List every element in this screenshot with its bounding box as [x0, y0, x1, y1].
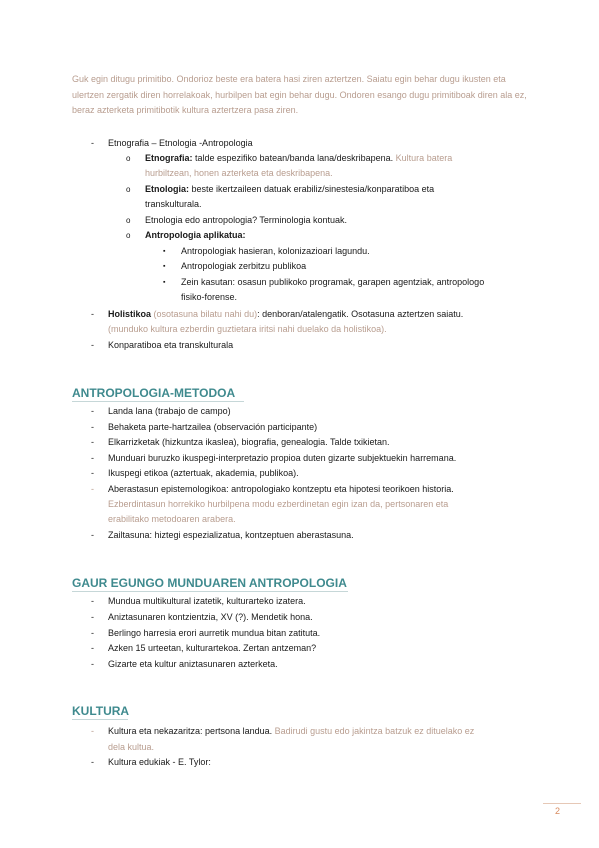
- list-item: Etnologia edo antropologia? Terminologia kontuak.: [145, 215, 347, 225]
- list-item: Konparatiboa eta transkulturala: [108, 340, 234, 350]
- list-item: Antropologiak zerbitzu publikoa: [181, 261, 307, 271]
- dash-marker: -: [91, 628, 94, 638]
- list-item-continuation: Ezberdintasun horrekiko hurbilpena modu ezberdinetan egin izan da, pertsonaren eta: [108, 499, 449, 509]
- list-item: Kultura edukiak - E. Tylor:: [108, 757, 211, 767]
- dash-marker: -: [91, 453, 94, 463]
- dash-marker: -: [91, 309, 94, 319]
- list-item: Mundua multikultural izatetik, kulturarteko izatera.: [108, 596, 306, 606]
- circle-marker: o: [126, 185, 131, 194]
- list-item: Etnologia: beste ikertzaileen datuak erabiliz/sinestesia/konparatiboa eta: [145, 184, 435, 194]
- heading-underline: [72, 719, 128, 720]
- square-marker: ▪: [163, 248, 166, 255]
- dash-marker: -: [91, 340, 94, 350]
- list-item: Landa lana (trabajo de campo): [108, 406, 231, 416]
- list-item: Gizarte eta kultur aniztasunaren azterketa.: [108, 659, 278, 669]
- dash-marker: -: [91, 659, 94, 669]
- dash-marker: -: [91, 138, 94, 148]
- list-item: Azken 15 urteetan, kulturartekoa. Zertan antzeman?: [108, 643, 317, 653]
- list-item: Aberastasun epistemologikoa: antropologiako kontzeptu eta hipotesi teorikoen historia.: [108, 484, 454, 494]
- list-item-continuation: fisiko-forense.: [181, 292, 238, 302]
- section-heading: KULTURA: [72, 704, 130, 718]
- section-heading: GAUR EGUNGO MUNDUAREN ANTROPOLOGIA: [72, 576, 347, 590]
- square-marker: ▪: [163, 263, 166, 270]
- list-item: Elkarrizketak (hizkuntza ikaslea), biografia, genealogia. Talde txikietan.: [108, 437, 390, 447]
- list-item: Aniztasunaren kontzientzia, XV (?). Mendetik hona.: [108, 612, 313, 622]
- dash-marker: -: [91, 726, 94, 736]
- heading-underline: [72, 591, 348, 592]
- list-item: Etnografia – Etnologia -Antropologia: [108, 138, 253, 148]
- dash-marker: -: [91, 422, 94, 432]
- list-item-continuation: dela kultua.: [108, 742, 155, 752]
- dash-marker: -: [91, 643, 94, 653]
- list-item-continuation: transkulturala.: [145, 199, 202, 209]
- heading-underline: [72, 401, 244, 402]
- section-heading: ANTROPOLOGIA-METODOA: [72, 386, 236, 400]
- list-item: Antropologia aplikatua:: [145, 230, 246, 240]
- dash-marker: -: [91, 468, 94, 478]
- dash-marker: -: [91, 757, 94, 767]
- list-item: Behaketa parte-hartzailea (observación participante): [108, 422, 318, 432]
- list-item: Zailtasuna: hiztegi espezializatua, kontzeptuen aberastasuna.: [108, 530, 354, 540]
- list-item: Zein kasutan: osasun publikoko programak, garapen agentziak, antropologo: [181, 277, 485, 287]
- circle-marker: o: [126, 231, 131, 240]
- dash-marker: -: [91, 437, 94, 447]
- list-item-continuation: hurbiltzean, honen azterketa eta deskribapena.: [145, 168, 333, 178]
- circle-marker: o: [126, 216, 131, 225]
- dash-marker: -: [91, 406, 94, 416]
- dash-marker: -: [91, 484, 94, 494]
- footer-rule: [543, 803, 581, 804]
- page-number: 2: [555, 806, 561, 816]
- list-item: Munduari buruzko ikuspegi-interpretazio propioa duten gizarte subjektuekin harremana.: [108, 453, 457, 463]
- intro-paragraph: Guk egin ditugu primitibo. Ondorioz beste era batera hasi ziren aztertzen. Saiatu egin behar dugu ikusten eta ulertzen zergatik diren horrelakoak, hurbilpen bat egin behar dugu. Ondoren esango dugu primitiboak diren ala ez, beraz azterketa primitibotik kultura aztertzera pasa ziren.: [72, 74, 527, 115]
- list-item: Berlingo harresia erori aurretik mundua bitan zatituta.: [108, 628, 321, 638]
- dash-marker: -: [91, 596, 94, 606]
- dash-marker: -: [91, 612, 94, 622]
- list-item: Antropologiak hasieran, kolonizazioari lagundu.: [181, 246, 370, 256]
- list-item-continuation: erabilitako metodoaren arabera.: [108, 514, 236, 524]
- circle-marker: o: [126, 154, 131, 163]
- list-item: Kultura eta nekazaritza: pertsona landua. Badirudi gustu edo jakintza batzuk ez dituelako ez: [108, 726, 475, 736]
- list-item: Etnografia: talde espezifiko batean/banda lana/deskribapena. Kultura batera: [145, 153, 453, 163]
- dash-marker: -: [91, 530, 94, 540]
- square-marker: ▪: [163, 279, 166, 286]
- list-item: Holistikoa (osotasuna bilatu nahi du): denboran/atalengatik. Osotasuna aztertzen saiatu.: [108, 309, 464, 319]
- list-item: Ikuspegi etikoa (aztertuak, akademia, publikoa).: [108, 468, 299, 478]
- list-item-continuation: (munduko kultura ezberdin guztietara iritsi nahi duelako da holistikoa).: [108, 324, 387, 334]
